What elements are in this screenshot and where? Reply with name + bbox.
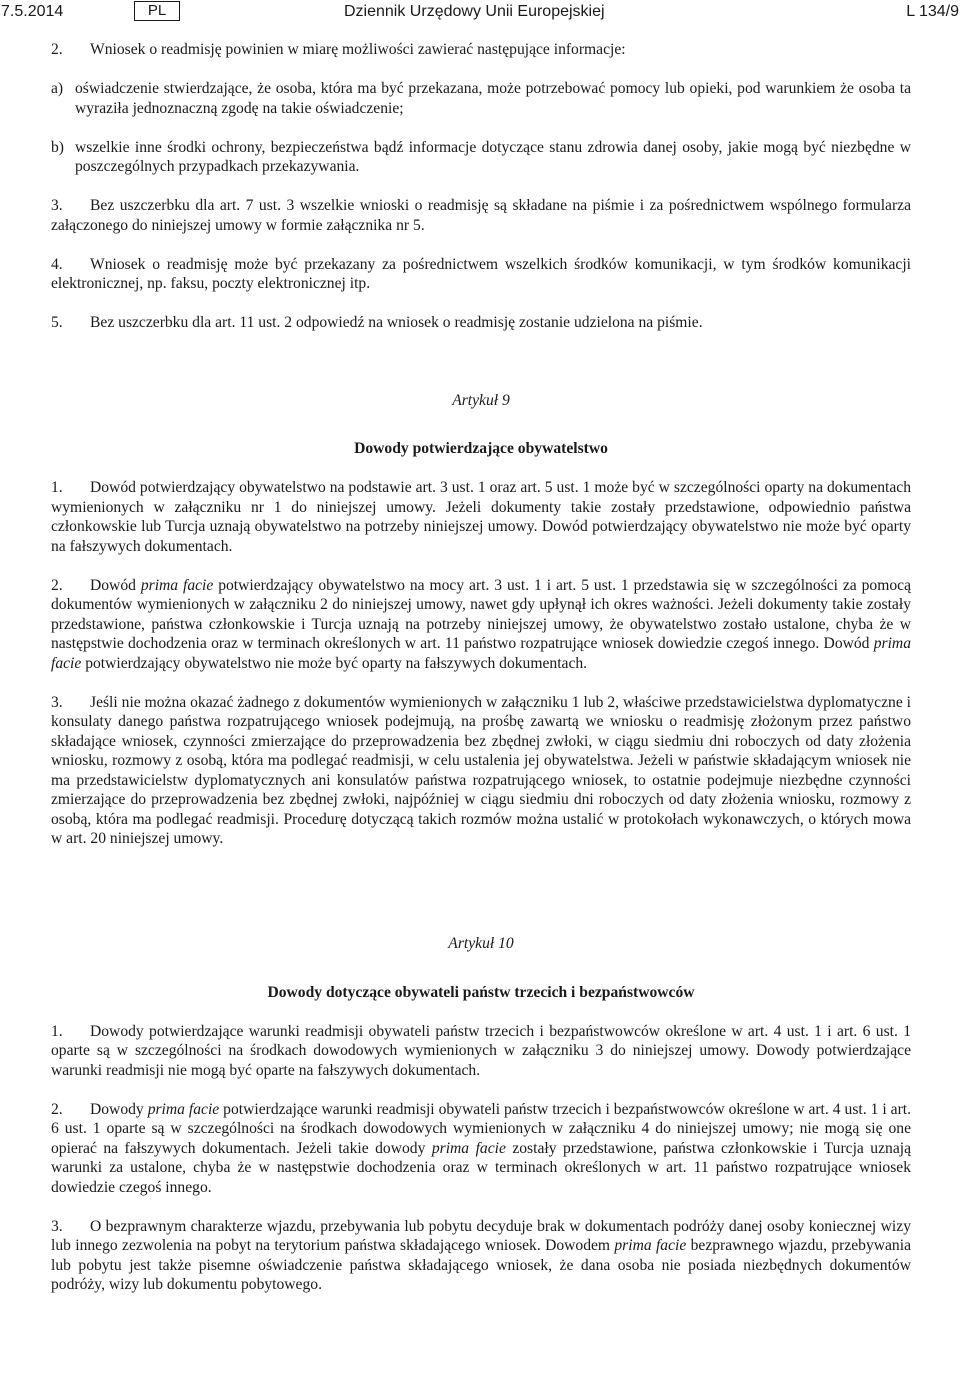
spacer xyxy=(51,868,911,906)
paragraph-text: potwierdzający obywatelstwo na mocy art. 3 ust. 1 i art. 5 ust. 1 przedstawia się w szczególności za pomocą dokumentów wymienionych w załączniku 2 do niniejszej umowy, nawet gdy upłynął ich okres ważności. Jeżeli dokumenty takie zostały przedstawione, państwa członkowskie i Turcja uznają na potrzeby niniejszej umowy, że obywatelstwo zostało ustalone, chyba że w następstwie dochodzenia oraz w terminach określonych w art. 11 państwo rozpatrujące wniosek dowiedzie czegoś innego. Dowód xyxy=(51,576,911,652)
paragraph-text: Bez uszczerbku dla art. 7 ust. 3 wszelkie wnioski o readmisję są składane na piśmie i za pośrednictwem wspólnego formularza załączonego do niniejszej umowy w formie załącznika nr 5. xyxy=(51,197,911,234)
paragraph-text: Jeśli nie można okazać żadnego z dokumentów wymienionych w załączniku 1 lub 2, właściwe przedstawicielstwa dyplomatyczne i konsulaty danego państwa rozpatrującego wniosek podejmują, na prośbę zawartą we wniosku o readmisję złożonym przez państwo składające wniosek, czynności zmierzające do przeprowadzenia bez zbędnej zwłoki, w ciągu siedmiu dni roboczych od daty złożenia wniosku, rozmowy z osobą, która ma podlegać readmisji, w celu ustalenia jej obywatelstwa. Jeżeli w państwie składającym wniosek nie ma przedstawicielstw dyplomatycznych ani konsulatów państwa rozpatrującego wniosek, to ostatnie podejmuje niezbędne czynności zmierzające do przeprowadzenia bez zbędnej zwłoki, najpóźniej w ciągu siedmiu dni roboczych od daty złożenia wniosku, rozmowy z osobą, która ma podlegać readmisji. Procedurę dotyczącą takich rozmów można ustalić w protokołach wykonawczych, o których mowa w art. 20 niniejszej umowy. xyxy=(51,693,911,847)
paragraph xyxy=(51,313,911,333)
paragraph-number: 3. xyxy=(51,693,63,711)
paragraph-number: 4. xyxy=(51,255,63,273)
paragraph xyxy=(51,255,911,294)
paragraph-text: Wniosek o readmisję może być przekazany za pośrednictwem wszelkich środków komunikacji, w tym środków komunikacji elektronicznej, np. faksu, poczty elektronicznej itp. xyxy=(51,255,911,292)
paragraph-text: Dowody xyxy=(90,1100,148,1118)
paragraph xyxy=(51,1022,911,1081)
list-item xyxy=(51,79,911,118)
paragraph-number: 2. xyxy=(51,576,63,594)
italic-term: prima facie xyxy=(51,635,911,672)
paragraph xyxy=(51,478,911,556)
paragraph-text: Dowody potwierdzające warunki readmisji obywateli państw trzecich i bezpaństwowców określone w art. 4 ust. 1 i art. 6 ust. 1 oparte są w szczególności na środkach dowodowych wymienionych w załączniku 3 do niniejszej umowy. Dowody potwierdzające warunki readmisji nie mogą być oparte na fałszywych dokumentach. xyxy=(51,1022,911,1079)
article-10-heading: Dowody dotyczące obywateli państw trzecich i bezpaństwowców xyxy=(267,983,695,1001)
italic-term: prima facie xyxy=(147,1100,220,1118)
italic-term: prima facie xyxy=(614,1237,687,1254)
list-item xyxy=(51,138,911,177)
publication-date: 7.5.2014 xyxy=(1,3,64,20)
paragraph-text: Bez uszczerbku dla art. 11 ust. 2 odpowiedź na wniosek o readmisję zostanie udzielona na piśmie. xyxy=(90,314,703,331)
italic-term: prima facie xyxy=(140,576,214,594)
paragraph xyxy=(51,693,911,849)
paragraph-number: 5. xyxy=(51,314,63,331)
paragraph xyxy=(51,1100,911,1198)
page-reference: L 134/9 xyxy=(906,3,959,20)
article-10-title: Artykuł 10 xyxy=(448,935,514,952)
paragraph-text: potwierdzające warunki readmisji obywateli państw trzecich i bezpaństwowców określone w art. 4 ust. 1 i art. 6 ust. 1 oparte są w szczególności na środkach dowodowych wymienionych w załączniku 4 do niniejszej umowy; nie mogą się one opierać na fałszywych dokumentach. Jeżeli takie dowody xyxy=(51,1100,911,1157)
paragraph xyxy=(51,1217,911,1295)
paragraph-number: 1. xyxy=(51,1022,63,1040)
paragraph xyxy=(51,40,911,60)
paragraph-text: zostały przedstawione, państwa członkowskie i Turcja uznają warunki za ustalone, chyba że w następstwie dochodzenia oraz w terminach określonych w art. 11 państwo rozpatrujące wniosek dowiedzie czegoś innego. xyxy=(51,1139,911,1196)
paragraph-text: O bezprawnym charakterze wjazdu, przebywania lub pobytu decyduje brak w dokumentach podróży danej osoby koniecznej wizy lub innego zezwolenia na pobyt na terytorium państwa składającego wniosek. Dowodem xyxy=(51,1217,911,1254)
journal-title: Dziennik Urzędowy Unii Europejskiej xyxy=(344,3,605,20)
italic-term: prima facie xyxy=(431,1139,506,1157)
paragraph-number: 2. xyxy=(51,41,63,58)
paragraph-text: potwierdzający obywatelstwo nie może być oparty na fałszywych dokumentach. xyxy=(81,654,588,672)
paragraph xyxy=(51,196,911,235)
list-item-marker: b) xyxy=(51,138,64,156)
paragraph xyxy=(51,576,911,674)
page-header xyxy=(0,0,960,24)
paragraph-text: Dowód potwierdzający obywatelstwo na podstawie art. 3 ust. 1 oraz art. 5 ust. 1 może być w szczególności oparty na dokumentach wymienionych w załączniku nr 1 do niniejszej umowy. Jeżeli dokumenty takie zostały przedstawione, odpowiednio państwa członkowskie lub Turcja uznają obywatelstwo na potrzeby niniejszej umowy. Dowód potwierdzający obywatelstwo nie może być oparty na fałszywych dokumentach. xyxy=(51,479,911,555)
paragraph-text: bezprawnego wjazdu, przebywania lub pobytu jest także pisemne oświadczenie państwa składającego wniosek, że dana osoba nie posiada niezbędnych dokumentów podróży, wizy lub dokumentu pobytowego. xyxy=(51,1237,911,1293)
paragraph-number: 1. xyxy=(51,479,63,496)
paragraph-number: 2. xyxy=(51,1100,63,1118)
document-body xyxy=(51,40,911,1314)
paragraph-number: 3. xyxy=(51,1217,63,1235)
list-item-text: oświadczenie stwierdzające, że osoba, która ma być przekazana, może potrzebować pomocy lub opieki, pod warunkiem że osoba ta wyraziła jednoznaczną zgodę na takie oświadczenie; xyxy=(75,80,911,117)
paragraph-text: Wniosek o readmisję powinien w miarę możliwości zawierać następujące informacje: xyxy=(90,41,626,58)
article-9-title: Artykuł 9 xyxy=(452,391,510,409)
list-item-marker: a) xyxy=(51,80,64,97)
language-badge: PL xyxy=(134,1,180,21)
paragraph-number: 3. xyxy=(51,197,63,214)
article-9-heading: Dowody potwierdzające obywatelstwo xyxy=(354,440,608,457)
paragraph-text: Dowód xyxy=(90,576,141,594)
list-item-text: wszelkie inne środki ochrony, bezpieczeństwa bądź informacje dotyczące stanu zdrowia danej osoby, jakie mogą być niezbędne w poszczególnych przypadkach przekazywania. xyxy=(75,138,911,175)
